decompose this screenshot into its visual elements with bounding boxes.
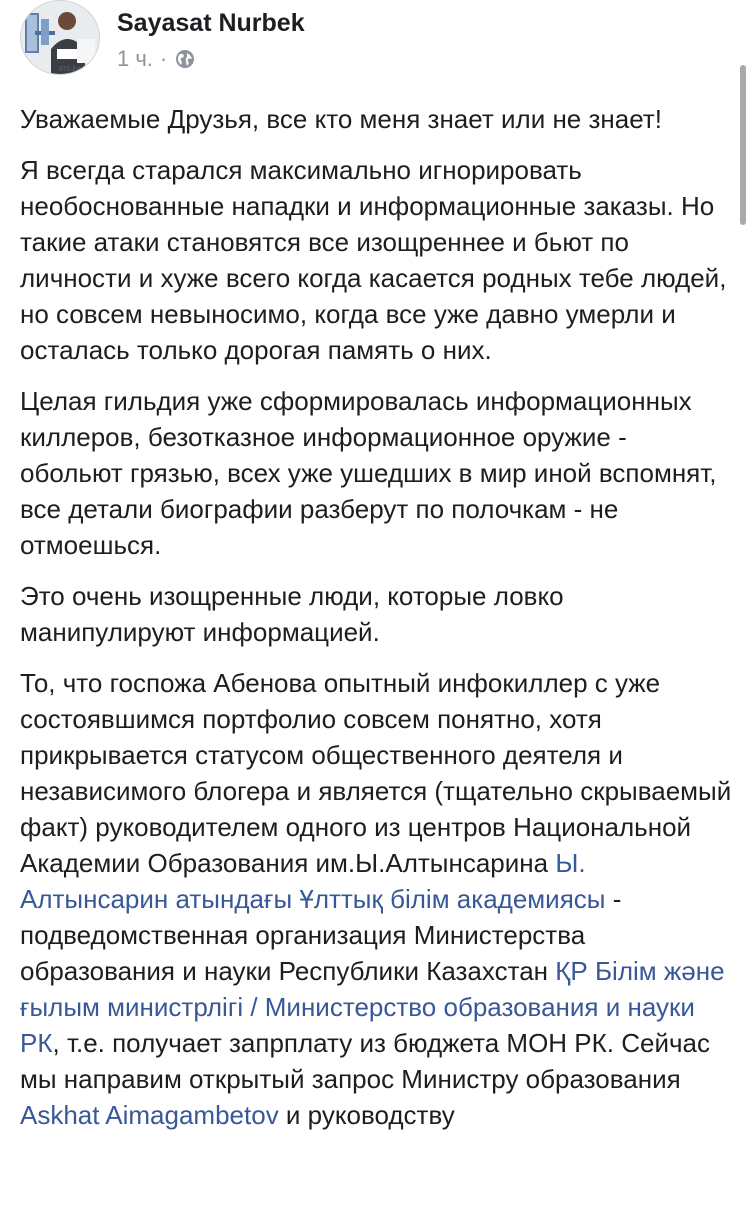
post-paragraph-4: Это очень изощренные люди, которые ловко манипулируют информацией. [20, 581, 564, 647]
post-paragraph-3: Целая гильдия уже сформировалась информационных киллеров, безотказное информационное оружие - обольют грязью, всех уже ушедших в мир иной вспомнят, все детали биографии разберут по полочкам - не отмоешься. [20, 386, 717, 560]
mention-link-minister[interactable]: Askhat Aimagambetov [20, 1100, 279, 1130]
paragraph-5-text-3: , т.е. получает запрплату из бюджета МОН РК. Сейчас мы направим открытый запрос Министру образования [20, 1028, 710, 1094]
post-time[interactable]: 1 ч. [117, 46, 153, 71]
mention-link-ministry[interactable]: ҚР Білім және ғылым министрлігі / Министерство образования и науки РК [20, 956, 725, 1058]
author-name[interactable]: Sayasat Nurbek [117, 9, 305, 37]
avatar[interactable] [20, 0, 100, 75]
paragraph-5-text-1: То, что госпожа Абенова опытный инфокиллер с уже состоявшимся портфолио совсем понятно, хотя прикрывается статусом общественного деятеля и независимого блогера и является (тщательно скрываемый факт) руководителем одного из центров Национальной Академии Образования им.Ы.Алтынсарина [20, 668, 732, 878]
paragraph-5-text-4: и руководству [278, 1100, 455, 1130]
post-header [20, 0, 720, 80]
post-body [20, 101, 732, 1148]
avatar-caption: BTS-Educati [59, 67, 93, 73]
avatar-photo [21, 1, 99, 74]
paragraph-5-text-2: - подведомственная организация Министерства образования и науки Республики Казахстан [20, 884, 622, 986]
post-meta [117, 45, 195, 73]
post-paragraph-5 [20, 665, 732, 1133]
post-paragraph-2: Я всегда старался максимально игнорировать необоснованные нападки и информационные заказы. Но такие атаки становятся все изощреннее и бьют по личности и хуже всего когда касается родных тебе людей, но совсем невыносимо, когда все уже давно умерли и осталась только дорогая память о них. [20, 155, 727, 365]
mention-link-academy[interactable]: Ы. Алтынсарин атындағы Ұлттық білім академиясы [20, 848, 606, 914]
post-paragraph-1: Уважаемые Друзья, все кто меня знает или не знает! [20, 104, 662, 134]
meta-separator: · [159, 46, 168, 71]
scrollbar[interactable] [740, 65, 746, 225]
globe-icon [175, 49, 195, 69]
